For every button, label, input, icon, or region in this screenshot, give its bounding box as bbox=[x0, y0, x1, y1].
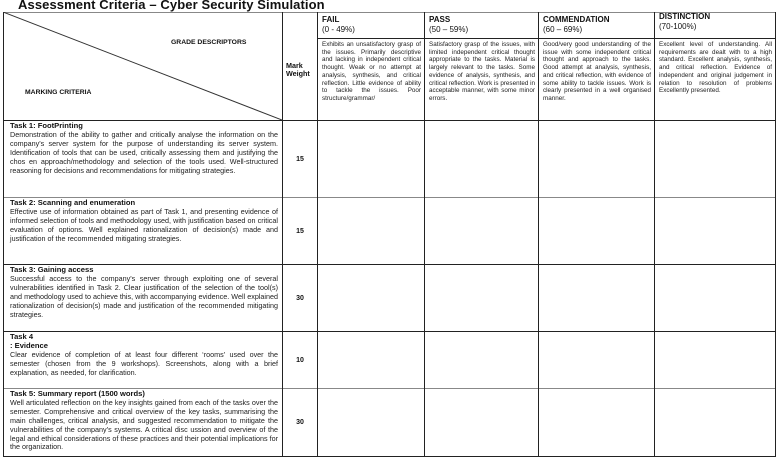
grade-descriptors-label: GRADE DESCRIPTORS bbox=[171, 39, 247, 46]
grade-range: (50 – 59%) bbox=[429, 25, 469, 34]
grade-range: (60 – 69%) bbox=[543, 25, 583, 34]
task-description: Successful access to the company’s server through exploiting one of several vulnerabilities identified in Task 2. Clear justification of the selection of the tool(s) and methodology used to achieve this, with accompanying evidence. Well explained rationalization of decision(s) made and justification of the recommended mitigating strategies. bbox=[10, 273, 278, 319]
task-name-line1: Task 4 bbox=[10, 332, 34, 341]
grade-header-pass bbox=[425, 13, 538, 38]
task-name-line2: : Evidence bbox=[10, 340, 48, 350]
grade-header-fail bbox=[318, 13, 424, 38]
grade-name: DISTINCTION bbox=[659, 12, 711, 21]
grade-name: FAIL bbox=[322, 15, 340, 24]
task-row-1-criteria bbox=[4, 121, 282, 197]
task-description: Well articulated reflection on the key insights gained from each of the tasks over the semester. Comprehensive and critical overview of the key tasks, summarising the main challenges, critical analysis, and suggested recommendation to mitigate the vulnerabilities of the company’s systems. A critical disc ussion and overview of the legal and ethical considerations of these practices and their potential implications for the organization. bbox=[10, 397, 278, 452]
task-description: Effective use of information obtained as part of Task 1, and presenting evidence of informed selection of tools and methodology used, with justification based on critical evaluation of options. Well explained rationalization of decision(s) made and justification of the recommended mitigating strategies. bbox=[10, 206, 278, 243]
task-row-4-criteria bbox=[4, 332, 282, 388]
table-right-border bbox=[775, 12, 776, 457]
task-row-4-weight: 10 bbox=[296, 356, 304, 364]
grade-description-commendation: Good/very good understanding of the issue with some independent critical thought and approach to the tasks. Good attempt at analysis, synthesis, and critical reflection, with evidence of some ability to tackle issues. Work is clearly presented in a well organised manner. bbox=[543, 41, 651, 102]
diagonal-divider bbox=[3, 12, 282, 120]
grade-range: (70-100%) bbox=[659, 22, 697, 31]
grade-name: COMMENDATION bbox=[543, 15, 610, 24]
document-title: Assessment Criteria – Cyber Security Simulation bbox=[18, 0, 325, 12]
task-name: Task 1: FootPrinting bbox=[10, 121, 83, 130]
grade-description-distinction: Excellent level of understanding. All requirements are dealt with to a high standard. Excellent analysis, synthesis, and critical reflection. Evidence of independent and original judgement in relation to resolution of problems Excellently presented. bbox=[659, 41, 772, 95]
task-description: Demonstration of the ability to gather and critically analyse the information on the company’s server system for the purpose of understanding its server system. Identification of tools that can be used, critically assessing them and justifying the chos en approach/methodology and selection of the tools used. Well-structured reasoning for decisions and recommendations for mitigating strategies. bbox=[10, 129, 278, 175]
grade-header-commendation bbox=[539, 13, 654, 38]
task-name: Task 5: Summary report (1500 words) bbox=[10, 389, 145, 398]
task-row-2-criteria bbox=[4, 198, 282, 264]
task-name: Task 3: Gaining access bbox=[10, 265, 94, 274]
table-bottom-border bbox=[3, 456, 776, 457]
task-row-5-criteria bbox=[4, 389, 282, 456]
grade-description-fail: Exhibits an unsatisfactory grasp of the issues. Primarily descriptive and lacking in independent critical thought. Weak or no attempt at analysis, synthesis, and critical reflection. Little evidence of ability to tackle the issues. Poor structure/grammar/ bbox=[322, 41, 421, 102]
grade-range: (0 - 49%) bbox=[322, 25, 355, 34]
grade-header-distinction bbox=[655, 10, 775, 38]
mark-weight-header: Mark Weight bbox=[286, 61, 310, 78]
task-name: Task 2: Scanning and enumeration bbox=[10, 198, 136, 207]
task-description: Clear evidence of completion of at least four different ‘rooms’ used over the semester (chosen from the 9 workshops). Screenshots, along with a brief explanation, as needed, for clarification. bbox=[10, 349, 278, 377]
task-row-5-weight: 30 bbox=[296, 419, 304, 426]
task-row-3-weight: 30 bbox=[296, 294, 304, 302]
marking-criteria-label: MARKING CRITERIA bbox=[25, 89, 92, 96]
grade-description-pass: Satisfactory grasp of the issues, with limited independent critical thought appropriate to the tasks. Material is largely relevant to the tasks. Some evidence of analysis, synthesis, and critical reflection. Work is presented in acceptable manner, with some minor errors. bbox=[429, 41, 535, 102]
task-row-3-criteria bbox=[4, 265, 282, 331]
grade-name: PASS bbox=[429, 15, 451, 24]
task-row-2-weight: 15 bbox=[296, 227, 304, 235]
task-row-1-weight: 15 bbox=[296, 155, 304, 163]
